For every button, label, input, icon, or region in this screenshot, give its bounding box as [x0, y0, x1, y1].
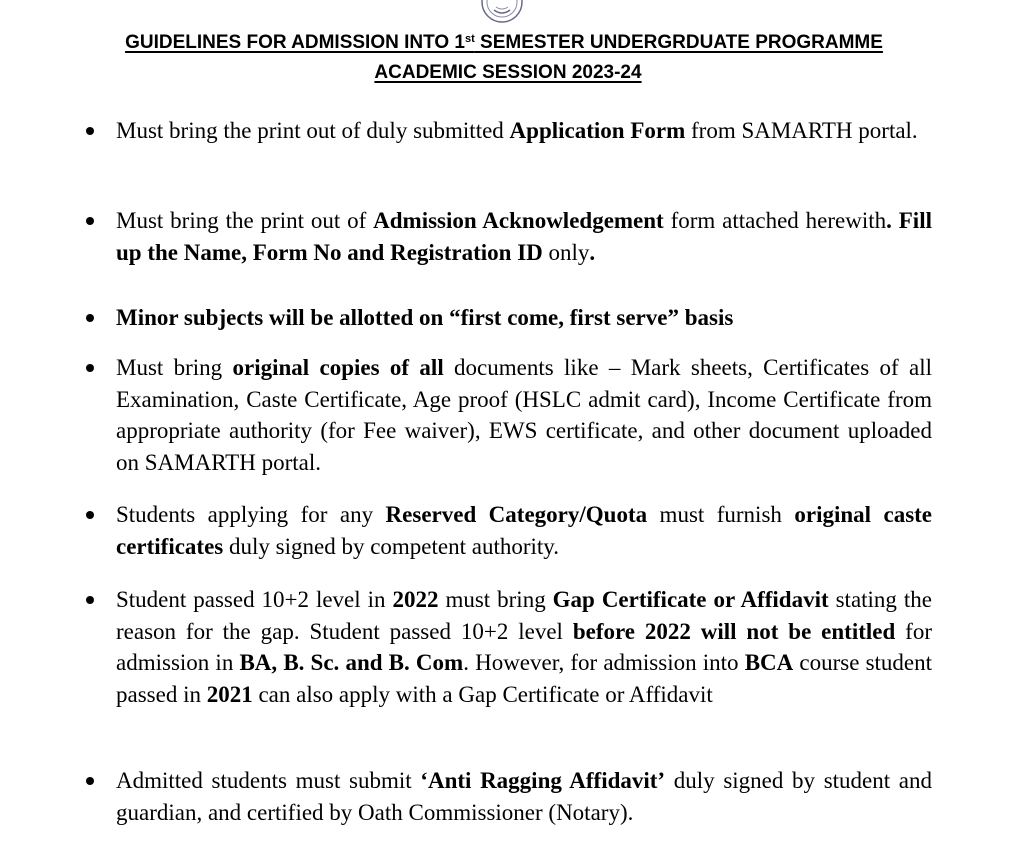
guideline-text: . However, for admission into: [463, 650, 745, 675]
guideline-text: Students applying for any: [116, 502, 386, 527]
page-title: [0, 32, 1008, 54]
guideline-text: Must bring the print out of: [116, 208, 374, 233]
guideline-bold-text: .: [589, 239, 596, 265]
bullet-icon: [86, 511, 94, 519]
guideline-bold-text: BCA: [744, 650, 794, 675]
guideline-item-reserved-category: [116, 499, 932, 562]
guideline-bold-text: Gap Certificate or Affidavit: [552, 587, 829, 612]
guideline-text: for admission in: [116, 618, 932, 675]
guideline-item-acknowledgement: [116, 205, 932, 268]
guideline-bold-text: BA, B. Sc. and B. Com: [239, 650, 464, 675]
guideline-text: course student passed in: [116, 650, 933, 707]
university-emblem-icon: [480, 0, 524, 24]
guideline-text: from SAMARTH portal.: [685, 118, 918, 143]
guideline-text: Must bring the print out of duly submitted: [116, 118, 510, 143]
guideline-text: Must bring: [116, 355, 233, 380]
bullet-icon: [86, 217, 94, 225]
guideline-item-original-documents: [116, 352, 932, 478]
guideline-text: can also apply with a Gap Certificate or Affidavit: [252, 681, 713, 707]
guideline-item-minor-subjects: [116, 302, 932, 334]
guideline-bold-text: Minor subjects will be allotted on “first come, first serve” basis: [116, 305, 734, 330]
guideline-text: documents like – Mark sheets, Certificates of all Examination, Caste Certificate, Age proof (HSLC admit card), Income Certificate from appropriate authority (for Fee waiver), EWS certificate, and other document uploaded on SAMARTH portal.: [116, 355, 932, 475]
bullet-icon: [86, 314, 94, 322]
guideline-bold-text: 2022: [392, 587, 439, 612]
guideline-text: Student passed 10+2 level in: [116, 587, 393, 612]
guideline-bold-text: Application Form: [509, 118, 686, 143]
guideline-text: must furnish: [647, 502, 795, 527]
guideline-text: Admitted students must submit: [116, 768, 421, 793]
guideline-text: duly signed by competent authority.: [223, 533, 560, 559]
bullet-icon: [86, 127, 94, 135]
title-superscript: st: [464, 33, 475, 45]
bullet-icon: [86, 596, 94, 604]
guideline-bold-text: Reserved Category/Quota: [385, 502, 648, 527]
guideline-bold-text: Admission Acknowledgement: [373, 208, 664, 233]
guideline-bold-text: . Fill up the Name, Form No and Registration ID: [116, 208, 932, 265]
guideline-bold-text: ‘Anti Ragging Affidavit’: [420, 768, 666, 793]
guideline-text: form attached herewith: [663, 208, 887, 233]
guideline-text: only: [542, 239, 590, 265]
guideline-bold-text: before 2022 will not be entitled: [572, 618, 896, 644]
guideline-bold-text: original caste certificates: [116, 502, 933, 559]
guideline-text: duly signed by student and guardian, and certified by Oath Commissioner (Notary).: [116, 768, 933, 825]
guideline-bold-text: 2021: [206, 681, 253, 707]
guideline-text: must bring: [438, 587, 553, 612]
guideline-item-application-form: [116, 115, 932, 147]
guideline-bold-text: original copies of all: [232, 355, 444, 380]
guideline-item-gap-certificate: [116, 584, 932, 710]
bullet-icon: [86, 364, 94, 372]
page-subtitle: ACADEMIC SESSION 2023-24: [374, 62, 642, 83]
title-line1-rest: SEMESTER UNDERGRDUATE PROGRAMME: [474, 32, 883, 53]
guideline-item-anti-ragging: [116, 765, 932, 828]
bullet-icon: [86, 777, 94, 785]
guideline-text: stating the reason for the gap. Student passed 10+2 level: [116, 587, 932, 644]
title-line1-text: GUIDELINES FOR ADMISSION INTO 1: [125, 32, 465, 53]
